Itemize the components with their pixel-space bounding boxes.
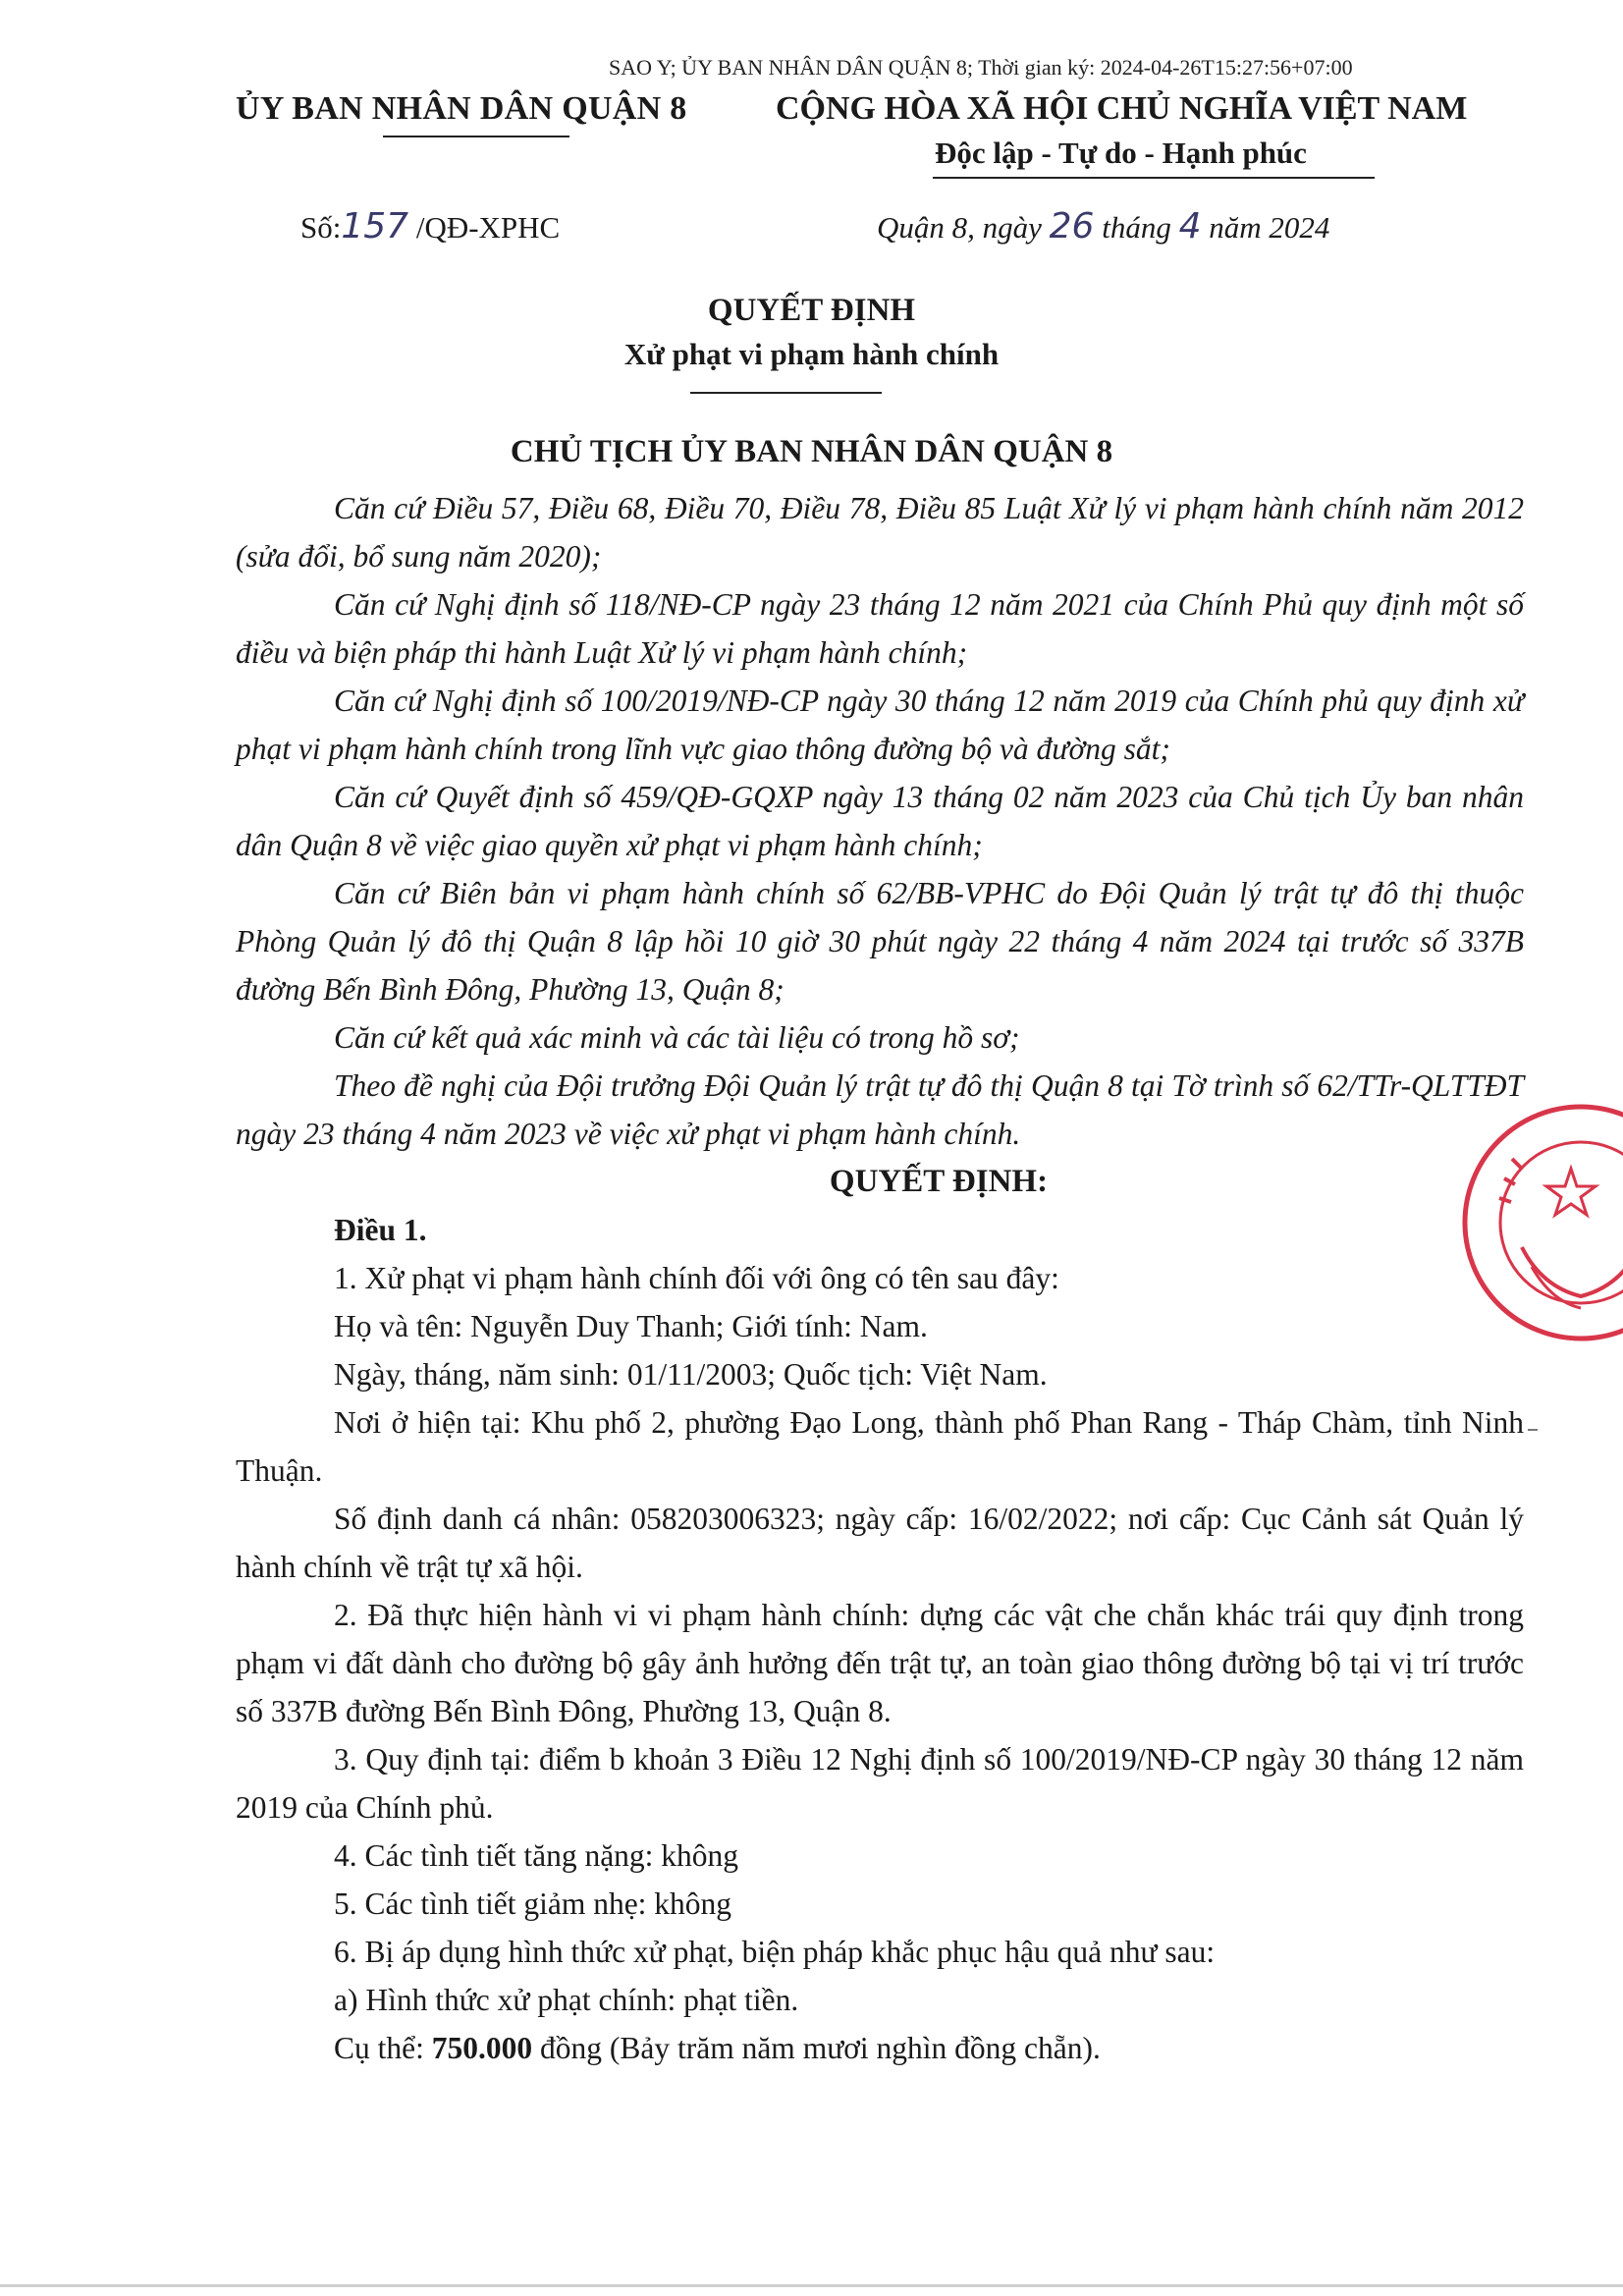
official-seal-stamp — [1453, 1100, 1623, 1345]
document-number-suffix: /QĐ-XPHC — [415, 210, 561, 245]
seal-lettering-marks — [1499, 1159, 1522, 1202]
agency-underline — [383, 136, 569, 137]
issuing-agency: ỦY BAN NHÂN DÂN QUẬN 8 — [236, 90, 687, 127]
document-title: QUYẾT ĐỊNH — [707, 293, 916, 328]
digital-signature-line: SAO Y; ỦY BAN NHÂN DÂN QUẬN 8; Thời gian ký: 2024-04-26T15:27:56+07:00 — [609, 55, 1353, 80]
handwritten-number: 157 — [341, 206, 409, 246]
violator-birth: Ngày, tháng, năm sinh: 01/11/2003; Quốc tịch: Việt Nam. — [334, 1357, 1048, 1392]
date-year-label: năm 2024 — [1209, 210, 1330, 245]
document-subtitle: Xử phạt vi phạm hành chính — [623, 337, 1000, 371]
article-1-item-4: 4. Các tình tiết tăng nặng: không — [334, 1838, 739, 1873]
document-body — [236, 484, 1524, 2072]
legal-basis-1: Căn cứ Điều 57, Điều 68, Điều 70, Điều 78, Điều 85 Luật Xử lý vi phạm hành chính năm 2012 (sửa đổi, bổ sung năm 2020); — [236, 491, 1524, 574]
national-title: CỘNG HÒA XÃ HỘI CHỦ NGHĨA VIỆT NAM — [776, 90, 1468, 127]
handwritten-day: 26 — [1049, 206, 1095, 246]
date-month-label: tháng — [1102, 210, 1171, 245]
legal-basis-5: Căn cứ Biên bản vi phạm hành chính số 62/BB-VPHC do Đội Quản lý trật tự đô thị thuộc Phòng Quản lý đô thị Quận 8 lập hồi 10 giờ 30 phút ngày 22 tháng 4 năm 2024 tại trước số 337B đường Bến Bình Đông, Phường 13, Quận 8; — [236, 876, 1524, 1007]
decision-heading: QUYẾT ĐỊNH: — [829, 1164, 1049, 1199]
article-1-heading: Điều 1. — [334, 1213, 427, 1247]
legal-basis-3: Căn cứ Nghị định số 100/2019/NĐ-CP ngày 30 tháng 12 năm 2019 của Chính phủ quy định xử phạt vi phạm hành chính trong lĩnh vực giao thông đường bộ và đường sắt; — [236, 683, 1524, 766]
title-underline — [690, 392, 882, 394]
motto-underline — [933, 177, 1375, 179]
fine-amount: 750.000 — [431, 2031, 533, 2065]
document-number — [300, 206, 560, 246]
seal-outer-ring — [1465, 1107, 1623, 1339]
handwritten-month: 4 — [1178, 206, 1202, 246]
legal-basis-6: Căn cứ kết quả xác minh và các tài liệu có trong hồ sơ; — [334, 1020, 1020, 1055]
scan-bottom-edge — [0, 2284, 1623, 2287]
article-1-item-2: 2. Đã thực hiện hành vi vi phạm hành chính: dựng các vật che chắn khác trái quy định trong phạm vi đất dành cho đường bộ gây ảnh hưởng đến trật tự, an toàn giao thông đường bộ tại vị trí trước số 337B đường Bến Bình Đông, Phường 13, Quận 8. — [236, 1598, 1524, 1728]
fine-suffix: đồng (Bảy trăm năm mươi nghìn đồng chẵn). — [540, 2031, 1101, 2065]
violator-id: Số định danh cá nhân: 058203006323; ngày cấp: 16/02/2022; nơi cấp: Cục Cảnh sát Quản lý hành chính về trật tự xã hội. — [236, 1502, 1524, 1584]
document-number-prefix: Số: — [300, 210, 342, 245]
article-1-item-5: 5. Các tình tiết giảm nhẹ: không — [334, 1886, 732, 1921]
issuing-authority: CHỦ TỊCH ỦY BAN NHÂN DÂN QUẬN 8 — [510, 434, 1113, 469]
date-place: Quận 8, ngày — [877, 210, 1042, 245]
legal-basis-4: Căn cứ Quyết định số 459/QĐ-GQXP ngày 13 tháng 02 năm 2023 của Chủ tịch Ủy ban nhân dân Quận 8 về việc giao quyền xử phạt vi phạm hành chính; — [236, 780, 1524, 862]
violator-name: Họ và tên: Nguyễn Duy Thanh; Giới tính: Nam. — [334, 1309, 928, 1343]
article-1-item-1: 1. Xử phạt vi phạm hành chính đối với ông có tên sau đây: — [334, 1261, 1059, 1295]
national-motto: Độc lập - Tự do - Hạnh phúc — [935, 136, 1307, 170]
article-1-item-3: 3. Quy định tại: điểm b khoản 3 Điều 12 Nghị định số 100/2019/NĐ-CP ngày 30 tháng 12 năm 2019 của Chính phủ. — [236, 1742, 1524, 1825]
issuing-agency-block — [236, 90, 736, 137]
seal-star-emblem — [1546, 1169, 1596, 1215]
fine-amount-line — [236, 2024, 1524, 2072]
legal-basis-2: Căn cứ Nghị định số 118/NĐ-CP ngày 23 tháng 12 năm 2021 của Chính Phủ quy định một số điều và biện pháp thi hành Luật Xử lý vi phạm hành chính; — [236, 587, 1524, 670]
document-title-block — [0, 293, 1623, 394]
legal-basis-7: Theo đề nghị của Đội trưởng Đội Quản lý trật tự đô thị Quận 8 tại Tờ trình số 62/TTr-QLTTĐT ngày 23 tháng 4 năm 2023 về việc xử phạt vi phạm hành chính. — [236, 1068, 1524, 1151]
fine-prefix: Cụ thể: — [334, 2031, 424, 2065]
article-1-item-6a: a) Hình thức xử phạt chính: phạt tiền. — [334, 1983, 799, 2017]
national-header-block — [776, 90, 1561, 179]
article-1-item-6: 6. Bị áp dụng hình thức xử phạt, biện pháp khắc phục hậu quả như sau: — [334, 1935, 1216, 1969]
scan-mark — [1528, 1429, 1538, 1431]
violator-residence: Nơi ở hiện tại: Khu phố 2, phường Đạo Long, thành phố Phan Rang - Tháp Chàm, tỉnh Ninh Thuận. — [236, 1405, 1524, 1488]
issue-date — [877, 206, 1329, 246]
